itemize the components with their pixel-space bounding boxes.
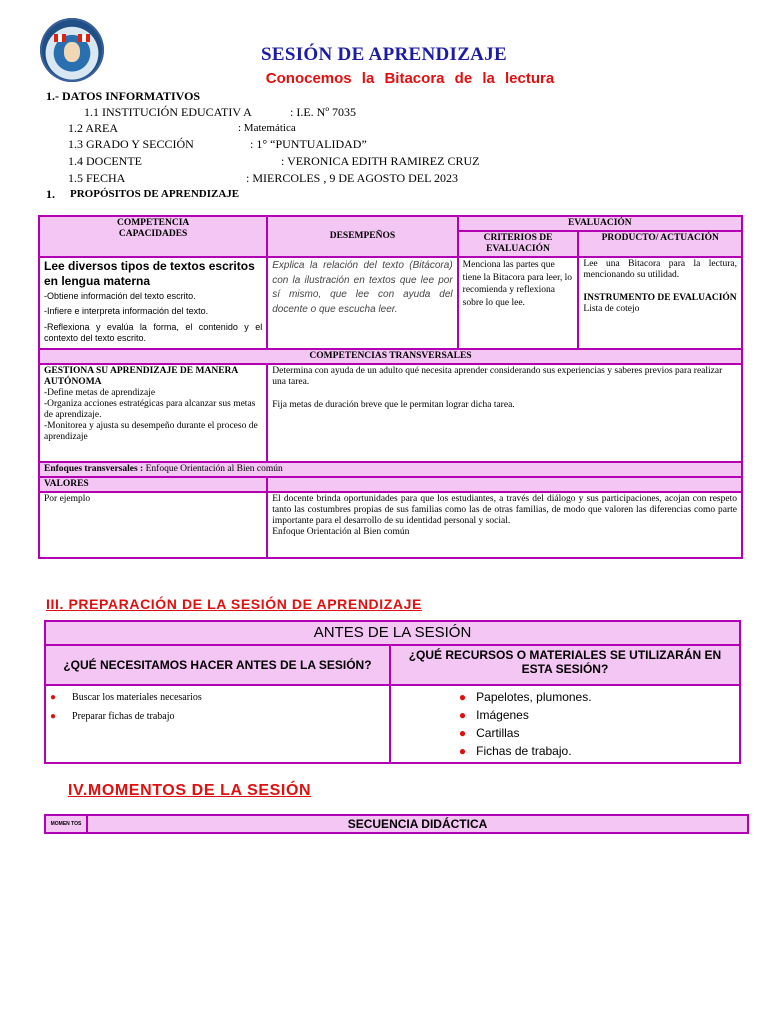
document-title: SESIÓN DE APRENDIZAJE [261,44,507,65]
momentos-header: MOMEN TOS [45,815,87,833]
ejemplo-label: Por ejemplo [39,492,267,558]
gestiona-cell [39,364,267,462]
header-capacidades-label: CAPACIDADES [118,229,188,239]
desempeno-cell: Explica la relación del texto (Bitácora) con la ilustración en textos que lee por sí mismo, que lee con ayuda del docente o que escucha leer. [267,257,457,349]
competencia-text: Lee diversos tipos de textos escritos en lengua materna [44,259,255,288]
flag-icon [78,34,90,42]
gestiona-desc: Fija metas de duración breve que le permitan lograr dicha tarea. [272,400,515,410]
instrumento-value: Lista de cotejo [583,304,640,314]
gestiona-item: -Monitorea y ajusta su desempeño durante el proceso de aprendizaje [44,421,258,442]
gestiona-desc-cell [267,364,742,462]
header-competencia [39,216,267,257]
section4-title: IV.MOMENTOS DE LA SESIÓN [68,782,312,799]
header-evaluacion: EVALUACIÓN [458,216,742,231]
gestiona-title: GESTIONA SU APRENDIZAJE DE MANERA AUTÓNOMA [44,366,238,387]
antes-title: ANTES DE LA SESIÓN [45,621,740,645]
datos-label: 1.2 AREA [68,121,119,135]
datos-value: : MIERCOLES , 9 DE AGOSTO DEL 2023 [246,171,459,185]
enfoques-value: Enfoque Orientación al Bien común [145,464,283,474]
propositos-number: 1. [46,187,55,201]
header-criterios: CRITERIOS DE EVALUACIÓN [458,231,579,257]
competencia-cell [39,257,267,349]
gestiona-item: -Define metas de aprendizaje [44,388,156,398]
header-producto: PRODUCTO/ ACTUACIÓN [578,231,742,257]
bullet-icon: ● [458,708,467,722]
list-item: ● Cartillas [458,726,520,740]
datos-label: 1.4 DOCENTE [68,154,142,168]
list-item: ● Preparar fichas de trabajo [50,711,175,722]
bullet-icon: ● [50,711,57,722]
gestiona-desc: Determina con ayuda de un adulto qué necesita aprender considerando sus experiencias y saberes previos para realizar una tarea. [272,366,723,387]
ejemplo-text2: Enfoque Orientación al Bien común [272,527,410,537]
valores-empty [267,477,742,492]
antes-left-list [45,685,390,763]
section3-title: III. PREPARACIÓN DE LA SESIÓN DE APRENDIZAJE [46,596,422,612]
gestiona-item: -Organiza acciones estratégicas para alcanzar sus metas de aprendizaje. [44,399,256,420]
datos-heading: 1.- DATOS INFORMATIVOS [46,89,201,103]
criterio-cell: Menciona las partes que tiene la Bitacora para leer, lo recomienda y reflexiona sobre lo que lee. [458,257,579,349]
ejemplo-text: El docente brinda oportunidades para que los estudiantes, a través del diálogo y sus participaciones, acojan con respeto tanto las costumbres propias de sus familias como las de otras familias, de modo que valoren las diferencias como parte importante para el desarrollo de su identidad personal y social. [272,494,737,526]
header-competencia-label: COMPETENCIA [116,218,190,228]
antes-col-right: ¿QUÉ RECURSOS O MATERIALES SE UTILIZARÁN EN ESTA SESIÓN? [390,645,740,685]
antes-right-list [390,685,740,763]
bullet-icon: ● [458,690,467,704]
momentos-table [44,814,749,834]
capacidad-item: -Obtiene información del texto escrito. [44,291,196,301]
bullet-icon: ● [50,692,57,703]
instrumento-label: INSTRUMENTO DE EVALUACIÓN [583,293,737,303]
capacidad-item: -Reflexiona y evalúa la forma, el contenido y el contexto del texto escrito. [44,322,263,343]
datos-label: 1.1 INSTITUCIÓN EDUCATIV A [84,105,252,119]
propositos-heading: PROPÓSITOS DE APRENDIZAJE [70,188,240,200]
datos-value: : I.E. Nº 7035 [290,105,357,119]
datos-label: 1.3 GRADO Y SECCIÓN [68,137,194,151]
list-item: ● Fichas de trabajo. [458,744,572,758]
ejemplo-cell [267,492,742,558]
bullet-icon: ● [458,744,467,758]
antes-col-left: ¿QUÉ NECESITAMOS HACER ANTES DE LA SESIÓN? [45,645,390,685]
producto-text: Lee una Bitacora para la lectura, mencionando su utilidad. [583,259,737,280]
antes-table [44,620,741,764]
datos-value: : Matemática [238,122,296,134]
enfoques-label: Enfoques transversales : [44,464,144,474]
list-item: ● Buscar los materiales necesarios [50,692,202,703]
bullet-icon: ● [458,726,467,740]
producto-cell [578,257,742,349]
capacidad-item: -Infiere e interpreta información del texto. [44,306,209,316]
datos-value: : VERONICA EDITH RAMIREZ CRUZ [281,154,480,168]
document-subtitle: Conocemos la Bitacora de la lectura [265,70,555,87]
enfoques-row [39,462,742,477]
datos-label: 1.5 FECHA [68,171,126,185]
valores-label: VALORES [39,477,267,492]
list-item: ● Papelotes, plumones. [458,690,592,704]
header-desempenos: DESEMPEÑOS [267,216,457,257]
secuencia-header: SECUENCIA DIDÁCTICA [87,815,748,833]
datos-value: : 1° “PUNTUALIDAD” [250,137,367,151]
propositos-table [38,215,743,559]
transversales-heading: COMPETENCIAS TRANSVERSALES [39,349,742,364]
flag-icon [54,34,66,42]
list-item: ● Imágenes [458,708,529,722]
